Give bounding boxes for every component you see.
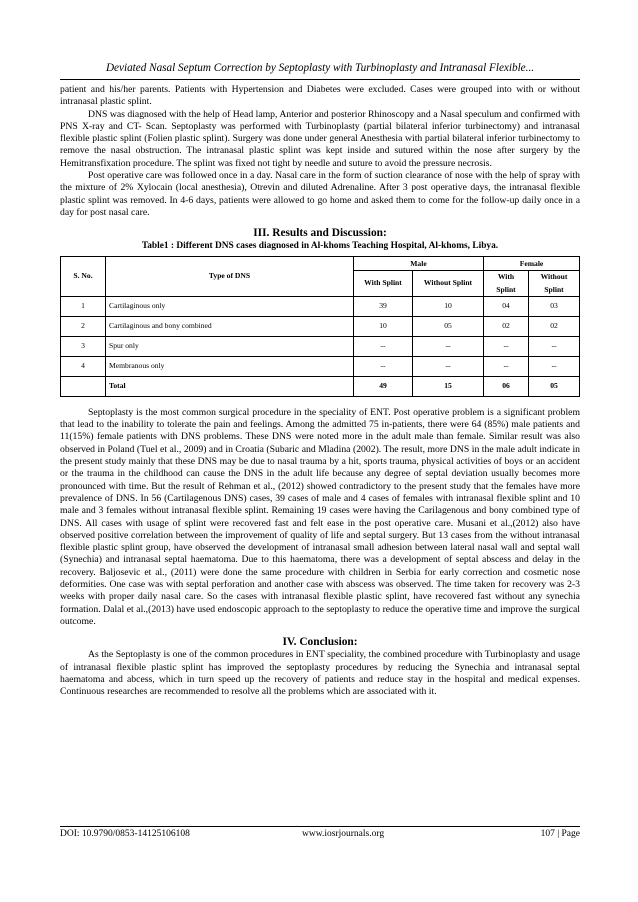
col-header-female-with: With Splint <box>484 271 529 297</box>
paragraph-diagnosis: DNS was diagnosed with the help of Head lamp, Anterior and posterior Rhinoscopy and a Nasal speculum and confirmed with PNS X-ray and CT- Scan. Septoplasty was performed with Turbinoplasty (partial bilateral inferior turbinectomy) and intranasal flexible plastic splint (Folien plastic splint). Surgery was done under general Anesthesia with partial bilateral inferior turbinectomy to remove the nasal obstruction. The intranasal plastic splint was kept inside and sutured within the nose after surgery by the Hemitransfixation procedure. The splint was fixed not tight by needle and suture to avoid the pressure necrosis. <box>60 108 580 169</box>
cell-type: Cartilaginous and bony combined <box>106 316 354 336</box>
cell-sno: 3 <box>61 336 106 356</box>
col-header-female-without: Without Splint <box>529 271 580 297</box>
table-row <box>61 356 580 376</box>
cell-total-female-without: 05 <box>529 376 580 396</box>
cell-female-without: 02 <box>529 316 580 336</box>
cell-total-male-with: 49 <box>354 376 413 396</box>
footer-page-number: 107 | Page <box>540 829 580 839</box>
cell-total-male-without: 15 <box>413 376 484 396</box>
cell-male-without: 10 <box>413 296 484 316</box>
section-heading-results: III. Results and Discussion: <box>253 227 387 240</box>
footer-site: www.iosrjournals.org <box>302 829 385 839</box>
cell-sno: 1 <box>61 296 106 316</box>
cell-male-without: -- <box>413 336 484 356</box>
cell-female-without: 03 <box>529 296 580 316</box>
cell-total-label: Total <box>106 376 354 396</box>
running-head: Deviated Nasal Septum Correction by Septoplasty with Turbinoplasty and Intranasal Flexible... <box>105 62 535 74</box>
paragraph-postop-care: Post operative care was followed once in a day. Nasal care in the form of suction clearance of nose with the help of spray with the mixture of 2% Xylocain (local anesthesia), Otrevin and diluted Adrenaline. After 3 post operative days, the intranasal flexible plastic splint was removed. In 4-6 days, patients were allowed to go home and asked them to come for the follow-up daily once in a day for post nasal care. <box>60 170 580 218</box>
cell-female-with: -- <box>484 356 529 376</box>
footer-doi: DOI: 10.9790/0853-14125106108 <box>60 829 190 839</box>
table-row <box>61 336 580 356</box>
cell-male-without: -- <box>413 356 484 376</box>
footer-rule <box>60 826 580 827</box>
cell-sno <box>61 376 106 396</box>
col-header-female: Female <box>484 257 580 271</box>
col-header-male-without: Without Splint <box>413 271 484 297</box>
table-total-row <box>61 376 580 396</box>
cell-female-with: 02 <box>484 316 529 336</box>
cell-type: Cartilaginous only <box>106 296 354 316</box>
cell-female-without: -- <box>529 356 580 376</box>
cell-sno: 4 <box>61 356 106 376</box>
paragraph-continued: patient and his/her parents. Patients with Hypertension and Diabetes were excluded. Cases were grouped into with or without intranasal plastic splint. <box>60 84 580 108</box>
paragraph-discussion: Septoplasty is the most common surgical procedure in the speciality of ENT. Post operative problem is a significant problem that lead to the inability to tolerate the pain and feelings. Among the admitted 75 in-patients, there were 64 (85%) male patients and 11(15%) female patients with DNS problems. These DNS were noted more in the adult male than female. Similar result was also observed in Poland (Tuel et al., 2009) and in Croatia (Subaric and Mladina (2002). The result, more DNS in the male adult indicate in the present study mainly that these DNS may be due to nasal trauma by a hit, sports trauma, physical activities of boys or an accident or the trauma in the childhood can cause the DNS in the adult life because any degree of septal deviation usually becomes more pronounced with time. But the result of Rehman et al., (2012) showed contradictory to the present study that the females have more prevalence of DNS. In 56 (Cartilagenous DNS) cases, 39 cases of male and 4 cases of females with intranasal flexible splint and 10 male and 3 females without intranasal flexible splint. Remaining 19 cases were having the Carilagenous and bony combined type of DNS. All cases with usage of splint were recovered fast and felt ease in the post operative care. Musani et al.,(2012) also have observed positive correlation between the improvement of quality of life and septal surgery. But 13 cases from the without intranasal flexible plastic splint group, have observed the development of intranasal small adhesion between lateral nasal wall and septal wall (Synechia) and intranasal septal haematoma. Due to this haematoma, there was a development of septal abscess and delay in the recovery. Baljosevic et al., (2011) were done the same procedure with children in Serbia for early correction and cosmetic nose deformities. One case was with septal perforation and another case with abscess was observed. The time taken for recovery was 2-3 weeks with proper daily nasal care. So the cases with intranasal flexible plastic splint, have recovered fast without any synechia formation. Dalal et al.,(2013) have used endoscopic approach to the septoplasty to reduce the operative time and improve the surgical outcome. <box>60 406 580 627</box>
cell-female-with: 04 <box>484 296 529 316</box>
cell-type: Spur only <box>106 336 354 356</box>
cell-female-without: -- <box>529 336 580 356</box>
paragraph-conclusion: As the Septoplasty is one of the common procedures in ENT speciality, the combined procedure with Turbinoplasty and usage of intranasal flexible plastic splint has improved the septoplasty procedures by reducing the Synechia and intranasal septal haematoma and abcess, which in turn speed up the recovery of patients and reduce stay in the hospital and medical expenses. Continuous researches are recommended to resolve all the problems which are associated with it. <box>60 649 580 698</box>
cell-total-female-with: 06 <box>484 376 529 396</box>
col-header-male: Male <box>354 257 484 271</box>
cell-male-with: -- <box>354 356 413 376</box>
cell-male-without: 05 <box>413 316 484 336</box>
header-rule <box>60 79 580 80</box>
table-row <box>61 296 580 316</box>
body-text <box>60 84 580 698</box>
cell-male-with: -- <box>354 336 413 356</box>
cell-sno: 2 <box>61 316 106 336</box>
table-caption: Table1 : Different DNS cases diagnosed in Al-khoms Teaching Hospital, Al-khoms, Libya. <box>141 241 499 252</box>
cell-female-with: -- <box>484 336 529 356</box>
section-heading-conclusion: IV. Conclusion: <box>282 636 358 649</box>
dns-cases-table <box>60 256 580 397</box>
table-row <box>61 316 580 336</box>
cell-type: Membranous only <box>106 356 354 376</box>
cell-male-with: 39 <box>354 296 413 316</box>
col-header-male-with: With Splint <box>354 271 413 297</box>
col-header-sno: S. No. <box>61 257 106 297</box>
cell-male-with: 10 <box>354 316 413 336</box>
col-header-type: Type of DNS <box>106 257 354 297</box>
